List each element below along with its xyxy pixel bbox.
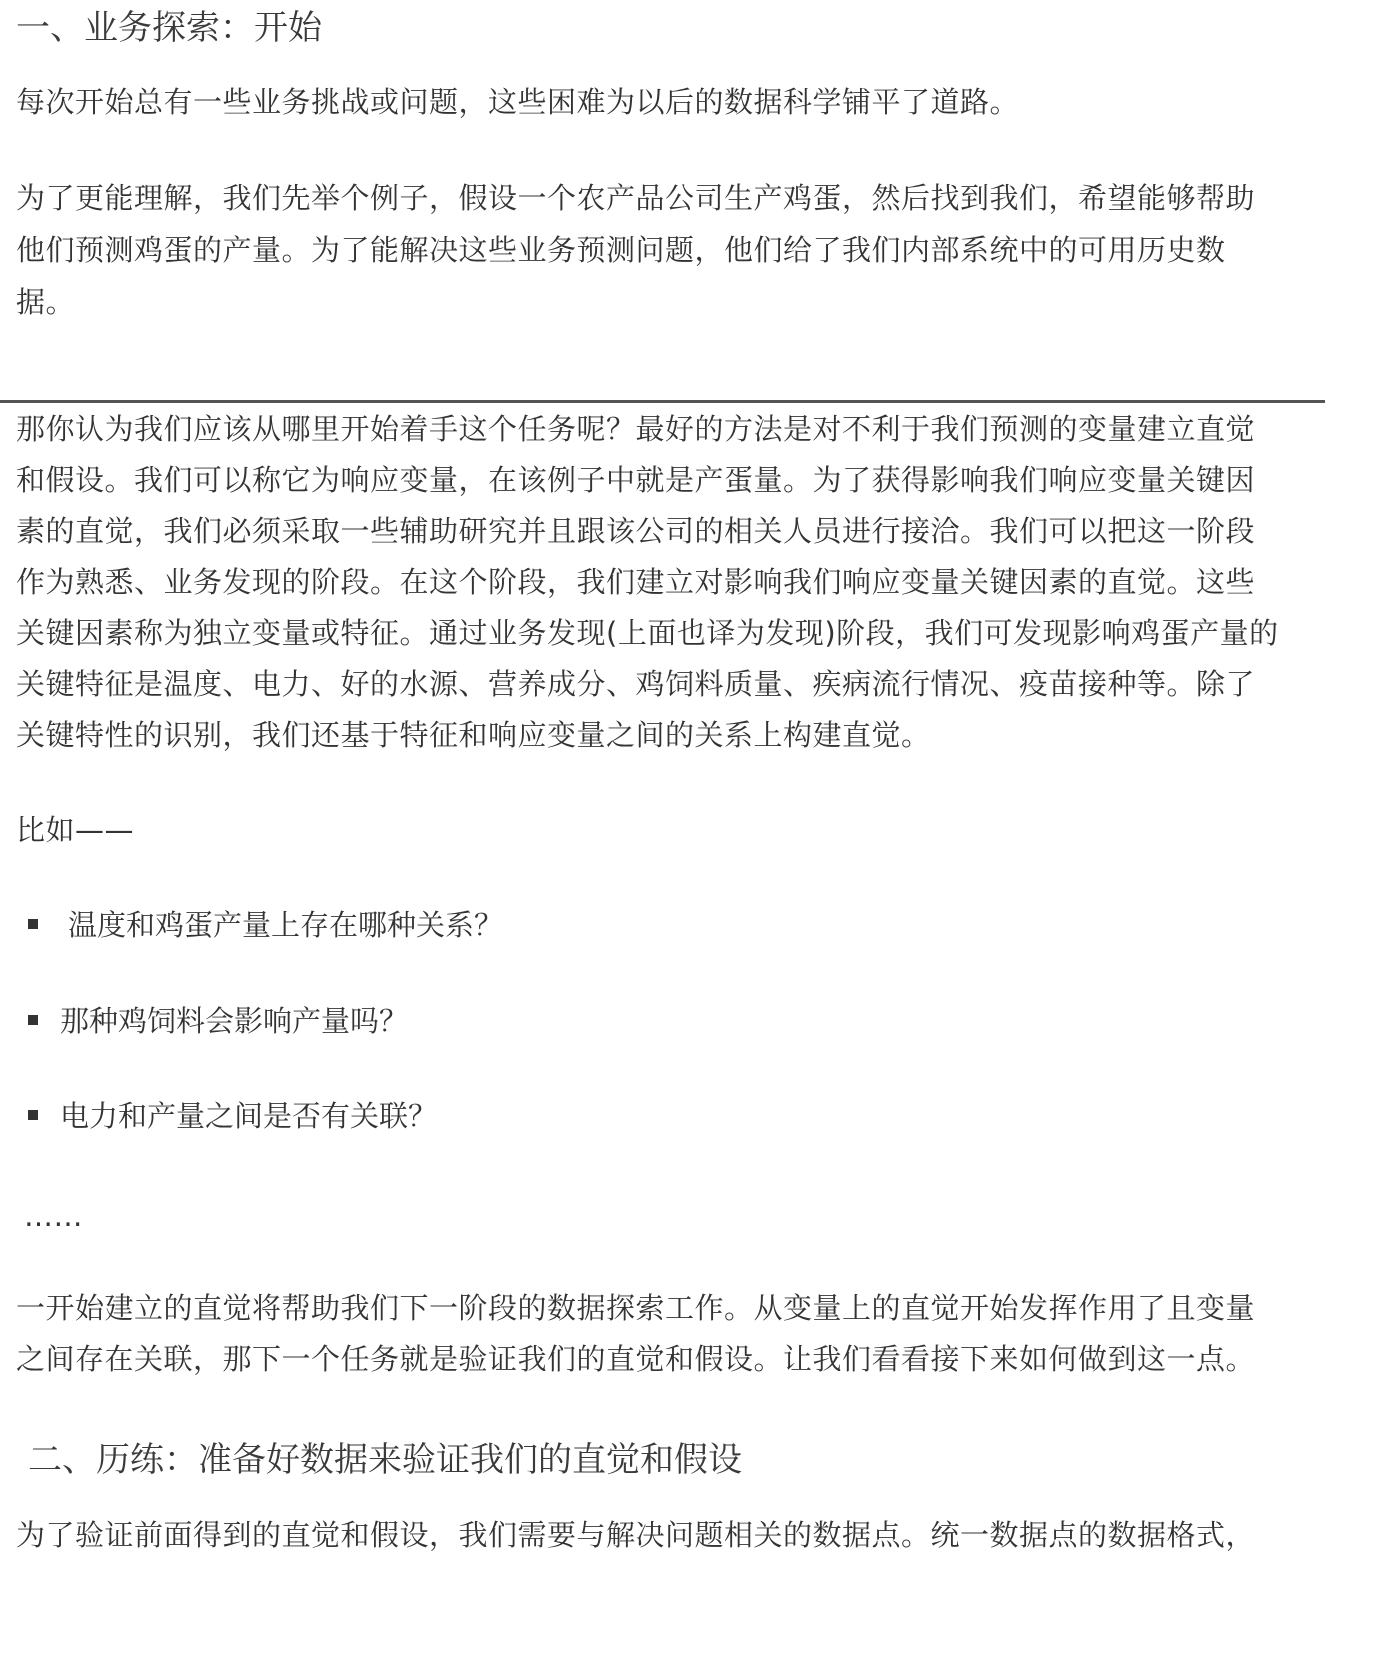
paragraph-line: 那你认为我们应该从哪里开始着手这个任务呢？最好的方法是对不利于我们预测的变量建立直觉 bbox=[16, 412, 1256, 446]
example-label: 比如—— bbox=[16, 813, 135, 847]
list-item-text: 温度和鸡蛋产量上存在哪种关系？ bbox=[68, 908, 504, 942]
paragraph-line: 关键特征是温度、电力、好的水源、营养成分、鸡饲料质量、疾病流行情况、疫苗接种等。除了 bbox=[16, 667, 1256, 701]
paragraph-line: 之间存在关联，那下一个任务就是验证我们的直觉和假设。让我们看看接下来如何做到这一点。 bbox=[16, 1342, 1256, 1376]
square-bullet-icon bbox=[28, 919, 38, 929]
paragraph-line: 他们预测鸡蛋的产量。为了能解决这些业务预测问题，他们给了我们内部系统中的可用历史数 bbox=[16, 233, 1226, 267]
paragraph-line: 素的直觉，我们必须采取一些辅助研究并且跟该公司的相关人员进行接洽。我们可以把这一阶段 bbox=[16, 514, 1256, 548]
square-bullet-icon bbox=[28, 1015, 38, 1025]
paragraph-line: 作为熟悉、业务发现的阶段。在这个阶段，我们建立对影响我们响应变量关键因素的直觉。这些 bbox=[16, 565, 1256, 599]
square-bullet-icon bbox=[28, 1110, 38, 1120]
section2-heading: 二、历练：准备好数据来验证我们的直觉和假设 bbox=[28, 1440, 742, 1480]
list-item-text: 那种鸡饲料会影响产量吗？ bbox=[60, 1004, 409, 1038]
paragraph-line: 关键因素称为独立变量或特征。通过业务发现(上面也译为发现)阶段，我们可发现影响鸡蛋产量的 bbox=[16, 616, 1279, 650]
paragraph-line: 为了更能理解，我们先举个例子，假设一个农产品公司生产鸡蛋，然后找到我们，希望能够帮助 bbox=[16, 181, 1256, 215]
list-item bbox=[28, 1090, 437, 1142]
paragraph-line: 关键特性的识别，我们还基于特征和响应变量之间的关系上构建直觉。 bbox=[16, 718, 931, 752]
paragraph-line: 和假设。我们可以称它为响应变量，在该例子中就是产蛋量。为了获得影响我们响应变量关键因 bbox=[16, 463, 1256, 497]
ellipsis: …… bbox=[24, 1199, 83, 1233]
section2-paragraph-1: 为了验证前面得到的直觉和假设，我们需要与解决问题相关的数据点。统一数据点的数据格式， bbox=[16, 1518, 1256, 1552]
list-item bbox=[28, 899, 503, 951]
paragraph-line: 据。 bbox=[16, 285, 76, 319]
section1-paragraph-1: 每次开始总有一些业务挑战或问题，这些困难为以后的数据科学铺平了道路。 bbox=[16, 85, 1020, 119]
list-item-text: 电力和产量之间是否有关联？ bbox=[60, 1099, 438, 1133]
paragraph-line: 一开始建立的直觉将帮助我们下一阶段的数据探索工作。从变量上的直觉开始发挥作用了且变量 bbox=[16, 1291, 1256, 1325]
list-item bbox=[28, 995, 408, 1047]
section1-heading: 一、业务探索：开始 bbox=[16, 8, 322, 48]
